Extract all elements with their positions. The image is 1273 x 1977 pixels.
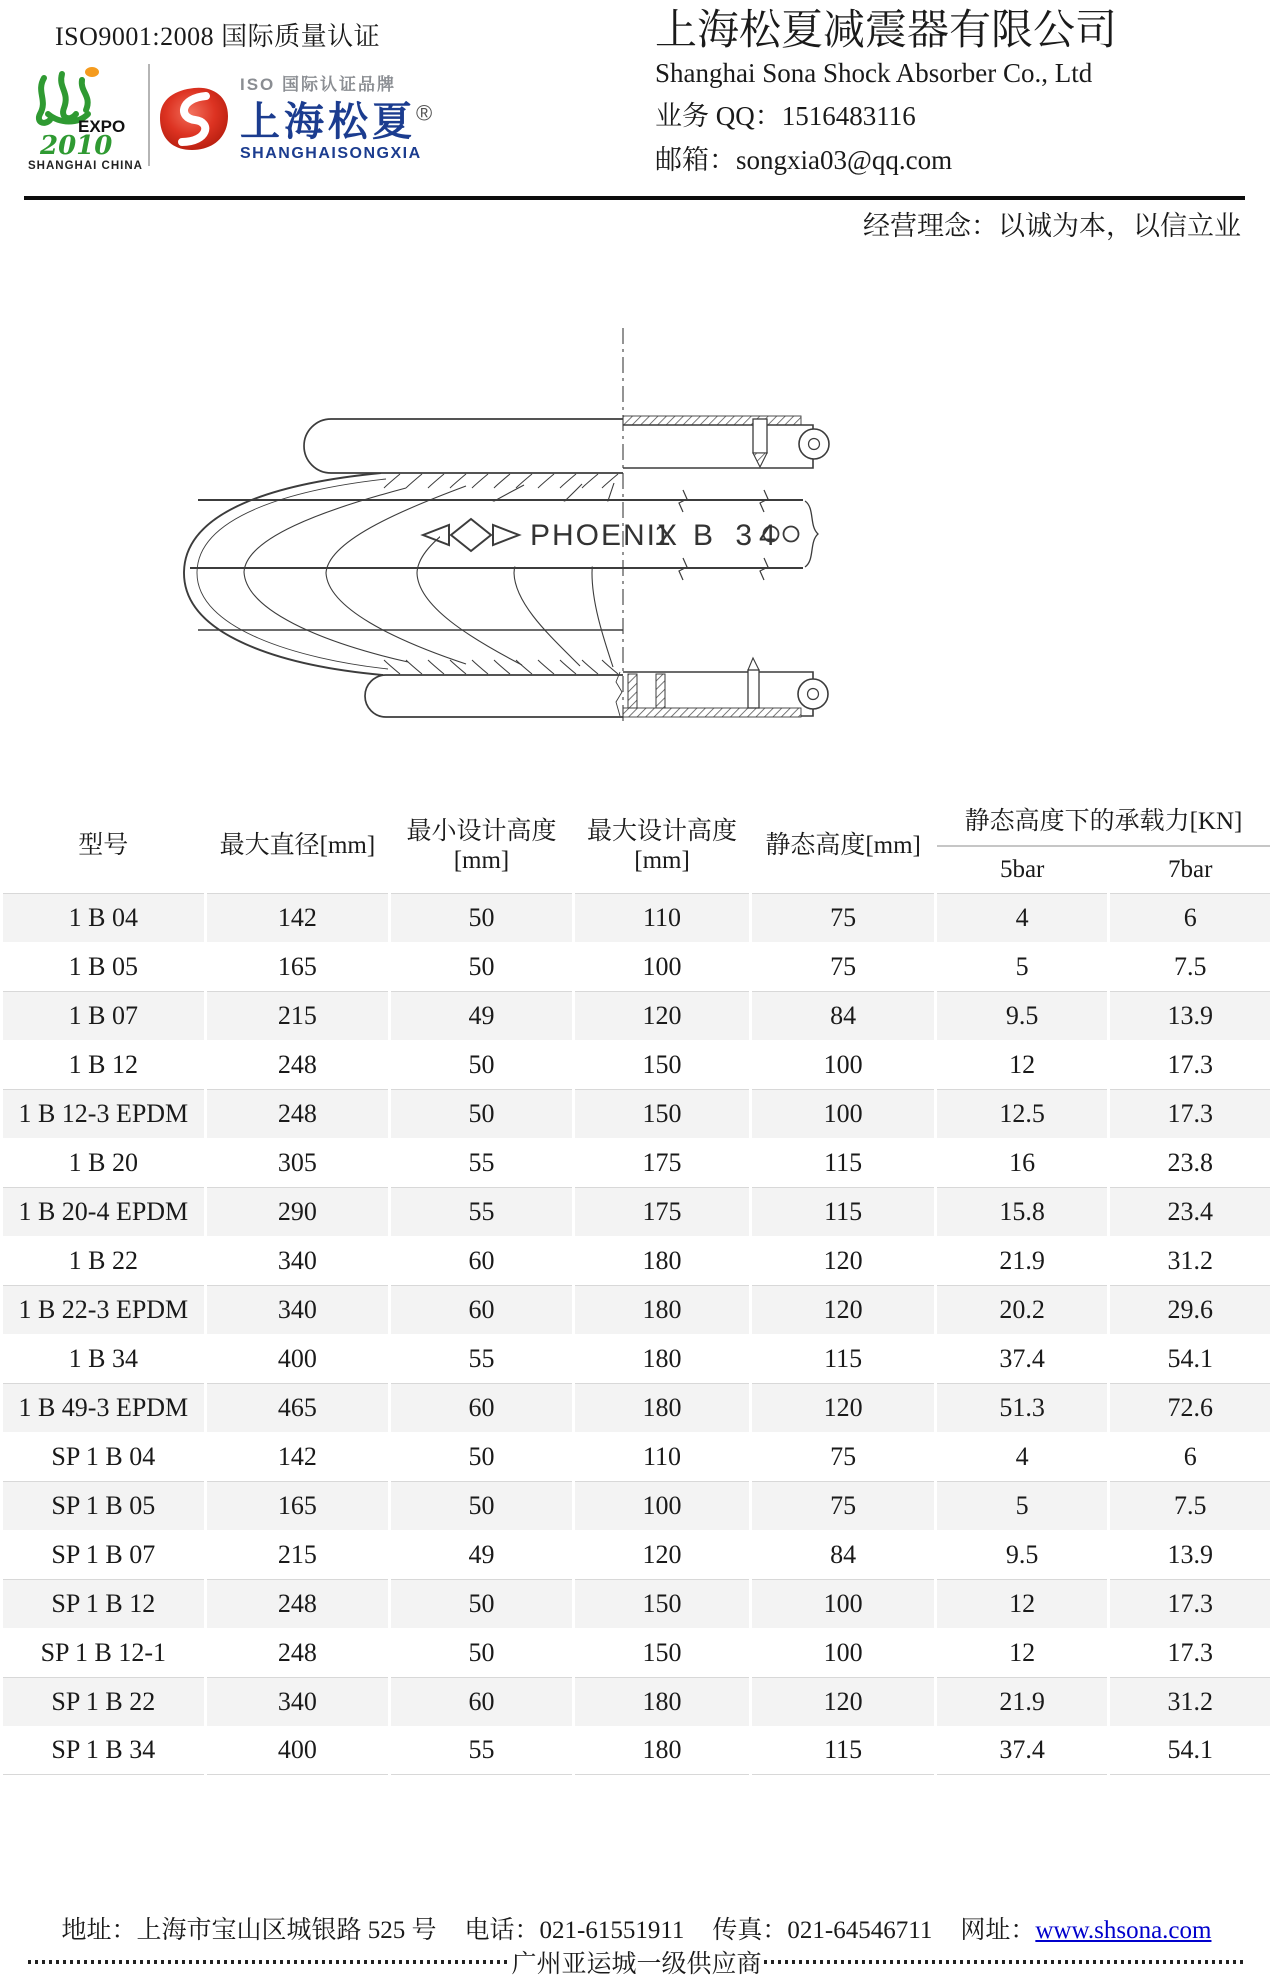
footer-dotted-separator	[28, 1944, 1245, 1977]
model-cell: SP 1 B 04	[51, 1441, 156, 1471]
value-cell: 215	[277, 1539, 317, 1569]
value-cell: 13.9	[1110, 991, 1270, 1040]
value-cell: 31.2	[1167, 1245, 1213, 1275]
expo-2010-logo-icon	[26, 62, 144, 172]
value-cell: 6	[1183, 1441, 1197, 1471]
value-cell: 120	[823, 1245, 863, 1275]
value-cell: 150	[642, 1049, 682, 1079]
table-row	[3, 1236, 1270, 1285]
table-row	[3, 1089, 1270, 1138]
col-header-max-design-height: 最大设计高度 [mm]	[575, 793, 750, 893]
value-cell: 340	[207, 1677, 389, 1726]
value-cell: 248	[277, 1049, 317, 1079]
value-cell: 55	[468, 1343, 495, 1373]
company-name-en: Shanghai Sona Shock Absorber Co., Ltd	[655, 58, 1093, 89]
value-cell: 50	[468, 951, 495, 981]
model-cell: SP 1 B 05	[3, 1481, 204, 1530]
model-cell: 1 B 49-3 EPDM	[3, 1383, 204, 1432]
table-row	[3, 1040, 1270, 1089]
value-cell: 115	[824, 1343, 863, 1373]
value-cell: 60	[391, 1285, 572, 1334]
expo-year: 2010	[40, 131, 113, 161]
value-cell: 180	[575, 1383, 750, 1432]
model-cell: SP 1 B 12-1	[40, 1637, 167, 1667]
value-cell: 54.1	[1167, 1343, 1213, 1373]
iso-certification-text: ISO9001:2008 国际质量认证	[55, 22, 381, 51]
model-cell: 1 B 04	[3, 893, 204, 942]
value-cell: 100	[575, 1481, 750, 1530]
value-cell: 15.8	[937, 1187, 1108, 1236]
value-cell: 60	[468, 1245, 495, 1275]
value-cell: 248	[207, 1579, 389, 1628]
value-cell: 21.9	[999, 1245, 1045, 1275]
value-cell: 142	[207, 893, 389, 942]
model-cell: 1 B 22	[68, 1245, 138, 1275]
value-cell: 17.3	[1167, 1637, 1213, 1667]
value-cell: 50	[391, 1481, 572, 1530]
col-header-model: 型号	[3, 793, 204, 893]
value-cell: 120	[575, 991, 750, 1040]
value-cell: 115	[824, 1147, 863, 1177]
table-row	[3, 1481, 1270, 1530]
company-email-line: 邮箱：songxia03@qq.com	[655, 145, 953, 176]
value-cell: 150	[642, 1637, 682, 1667]
dotted-leader-left	[28, 1960, 510, 1964]
brand-wordmark	[240, 70, 432, 163]
model-cell: SP 1 B 22	[3, 1677, 204, 1726]
value-cell: 165	[207, 1481, 389, 1530]
col-header-5bar: 5bar	[937, 847, 1108, 893]
col-header-static-height: 静态高度[mm]	[752, 793, 934, 893]
model-cell: 1 B 20	[68, 1147, 138, 1177]
value-cell: 100	[823, 1049, 863, 1079]
value-cell: 4	[937, 893, 1108, 942]
value-cell: 75	[830, 1441, 857, 1471]
value-cell: 84	[752, 991, 934, 1040]
value-cell: 110	[575, 893, 750, 942]
model-cell: SP 1 B 12	[3, 1579, 204, 1628]
table-row	[3, 942, 1270, 991]
website-link[interactable]: www.shsona.com	[1035, 1917, 1212, 1944]
value-cell: 20.2	[937, 1285, 1108, 1334]
value-cell: 100	[823, 1637, 863, 1667]
value-cell: 17.3	[1110, 1579, 1270, 1628]
table-row	[3, 1432, 1270, 1481]
value-cell: 4	[1015, 1441, 1029, 1471]
table-row	[3, 1334, 1270, 1383]
value-cell: 248	[207, 1089, 389, 1138]
value-cell: 120	[752, 1285, 934, 1334]
value-cell: 142	[277, 1441, 317, 1471]
value-cell: 165	[277, 951, 317, 981]
value-cell: 54.1	[1110, 1726, 1270, 1775]
company-info-block	[655, 8, 1255, 177]
value-cell: 31.2	[1110, 1677, 1270, 1726]
value-cell: 340	[277, 1245, 317, 1275]
value-cell: 180	[575, 1677, 750, 1726]
value-cell: 9.5	[937, 991, 1108, 1040]
value-cell: 248	[277, 1637, 317, 1667]
dotted-leader-right	[764, 1960, 1246, 1964]
value-cell: 175	[575, 1187, 750, 1236]
value-cell: 37.4	[937, 1726, 1108, 1775]
table-row	[3, 1138, 1270, 1187]
value-cell: 305	[277, 1147, 317, 1177]
expo-word: EXPO	[78, 117, 126, 136]
value-cell: 180	[575, 1726, 750, 1775]
value-cell: 150	[575, 1089, 750, 1138]
model-cell: SP 1 B 34	[3, 1726, 204, 1775]
value-cell: 51.3	[937, 1383, 1108, 1432]
value-cell: 75	[752, 1481, 934, 1530]
footer-address: 地址：上海市宝山区城银路 525 号	[61, 1917, 437, 1944]
value-cell: 180	[642, 1245, 682, 1275]
value-cell: 37.4	[999, 1343, 1045, 1373]
value-cell: 55	[468, 1147, 495, 1177]
model-cell: 1 B 07	[3, 991, 204, 1040]
value-cell: 29.6	[1110, 1285, 1270, 1334]
model-cell: 1 B 20-4 EPDM	[3, 1187, 204, 1236]
value-cell: 7.5	[1110, 1481, 1270, 1530]
value-cell: 50	[391, 893, 572, 942]
value-cell: 16	[1009, 1147, 1036, 1177]
value-cell: 84	[830, 1539, 857, 1569]
registered-mark: ®	[416, 100, 433, 126]
value-cell: 12.5	[937, 1089, 1108, 1138]
table-row	[3, 991, 1270, 1040]
value-cell: 100	[752, 1089, 934, 1138]
drawing-brand-label: PHOENIX	[530, 519, 680, 552]
table-row	[3, 1530, 1270, 1579]
value-cell: 21.9	[937, 1677, 1108, 1726]
value-cell: 215	[207, 991, 389, 1040]
value-cell: 17.3	[1167, 1049, 1213, 1079]
value-cell: 110	[643, 1441, 682, 1471]
expo-country: SHANGHAI CHINA	[28, 160, 143, 172]
value-cell: 5	[1015, 951, 1029, 981]
table-row	[3, 1383, 1270, 1432]
supplier-note: 广州亚运城一级供应商	[511, 1951, 762, 1977]
value-cell: 75	[830, 951, 857, 981]
footer-web: 网址：www.shsona.com	[960, 1917, 1212, 1944]
value-cell: 23.8	[1167, 1147, 1213, 1177]
value-cell: 115	[752, 1187, 934, 1236]
brand-name-en: SHANGHAISONGXIA	[240, 145, 422, 162]
value-cell: 50	[468, 1637, 495, 1667]
model-cell: 1 B 12	[68, 1049, 138, 1079]
value-cell: 23.4	[1110, 1187, 1270, 1236]
table-row	[3, 1187, 1270, 1236]
value-cell: 100	[642, 951, 682, 981]
value-cell: 12	[1009, 1637, 1036, 1667]
header-rule	[24, 196, 1245, 200]
col-header-7bar: 7bar	[1110, 847, 1270, 893]
value-cell: 50	[391, 1089, 572, 1138]
table-row	[3, 1285, 1270, 1334]
value-cell: 120	[752, 1383, 934, 1432]
model-cell: 1 B 34	[68, 1343, 138, 1373]
value-cell: 150	[575, 1579, 750, 1628]
value-cell: 50	[391, 1579, 572, 1628]
value-cell: 115	[752, 1726, 934, 1775]
value-cell: 465	[207, 1383, 389, 1432]
value-cell: 49	[468, 1539, 495, 1569]
value-cell: 400	[207, 1726, 389, 1775]
value-cell: 120	[642, 1539, 682, 1569]
value-cell: 50	[468, 1441, 495, 1471]
company-name-cn: 上海松夏减震器有限公司	[655, 8, 1118, 54]
value-cell: 75	[752, 893, 934, 942]
value-cell: 50	[468, 1049, 495, 1079]
value-cell: 49	[391, 991, 572, 1040]
brand-name-cn: 上海松夏®	[240, 100, 433, 144]
company-qq-line: 业务 QQ：1516483116	[655, 101, 916, 132]
value-cell: 290	[207, 1187, 389, 1236]
value-cell: 55	[391, 1726, 572, 1775]
model-cell: 1 B 22-3 EPDM	[3, 1285, 204, 1334]
col-header-load-capacity: 静态高度下的承载力[KN]	[937, 793, 1270, 847]
value-cell: 55	[391, 1187, 572, 1236]
value-cell: 60	[391, 1677, 572, 1726]
spec-table-body	[3, 893, 1270, 1775]
col-header-max-diameter: 最大直径[mm]	[207, 793, 389, 893]
footer-phone: 电话：021-61551911	[464, 1917, 685, 1944]
table-row	[3, 1677, 1270, 1726]
company-slogan: 经营理念：以诚为本，以信立业	[863, 211, 1241, 241]
table-row	[3, 1628, 1270, 1677]
songxia-ball-logo-icon	[158, 86, 230, 152]
value-cell: 7.5	[1173, 951, 1207, 981]
value-cell: 17.3	[1110, 1089, 1270, 1138]
air-spring-technical-drawing	[168, 320, 833, 732]
spec-table	[0, 793, 1273, 1775]
footer-contact-line	[0, 1910, 1273, 1946]
value-cell: 180	[642, 1343, 682, 1373]
drawing-model-label: 1 B 34	[654, 519, 783, 552]
value-cell: 400	[277, 1343, 317, 1373]
footer-fax: 传真：021-64546711	[712, 1917, 933, 1944]
value-cell: 9.5	[1005, 1539, 1039, 1569]
value-cell: 5	[937, 1481, 1108, 1530]
model-cell: 1 B 12-3 EPDM	[3, 1089, 204, 1138]
brand-iso-line: ISO 国际认证品牌	[240, 75, 397, 94]
spec-table-section	[0, 793, 1273, 1775]
value-cell: 180	[575, 1285, 750, 1334]
value-cell: 72.6	[1110, 1383, 1270, 1432]
value-cell: 6	[1110, 893, 1270, 942]
value-cell: 13.9	[1167, 1539, 1213, 1569]
model-cell: SP 1 B 07	[51, 1539, 156, 1569]
col-header-min-design-height: 最小设计高度 [mm]	[391, 793, 572, 893]
model-cell: 1 B 05	[68, 951, 138, 981]
value-cell: 100	[752, 1579, 934, 1628]
value-cell: 340	[207, 1285, 389, 1334]
table-row	[3, 1579, 1270, 1628]
value-cell: 12	[937, 1579, 1108, 1628]
table-row	[3, 893, 1270, 942]
table-row	[3, 1726, 1270, 1775]
value-cell: 60	[391, 1383, 572, 1432]
value-cell: 120	[752, 1677, 934, 1726]
value-cell: 12	[1009, 1049, 1036, 1079]
logo-divider	[148, 64, 150, 166]
value-cell: 175	[642, 1147, 682, 1177]
